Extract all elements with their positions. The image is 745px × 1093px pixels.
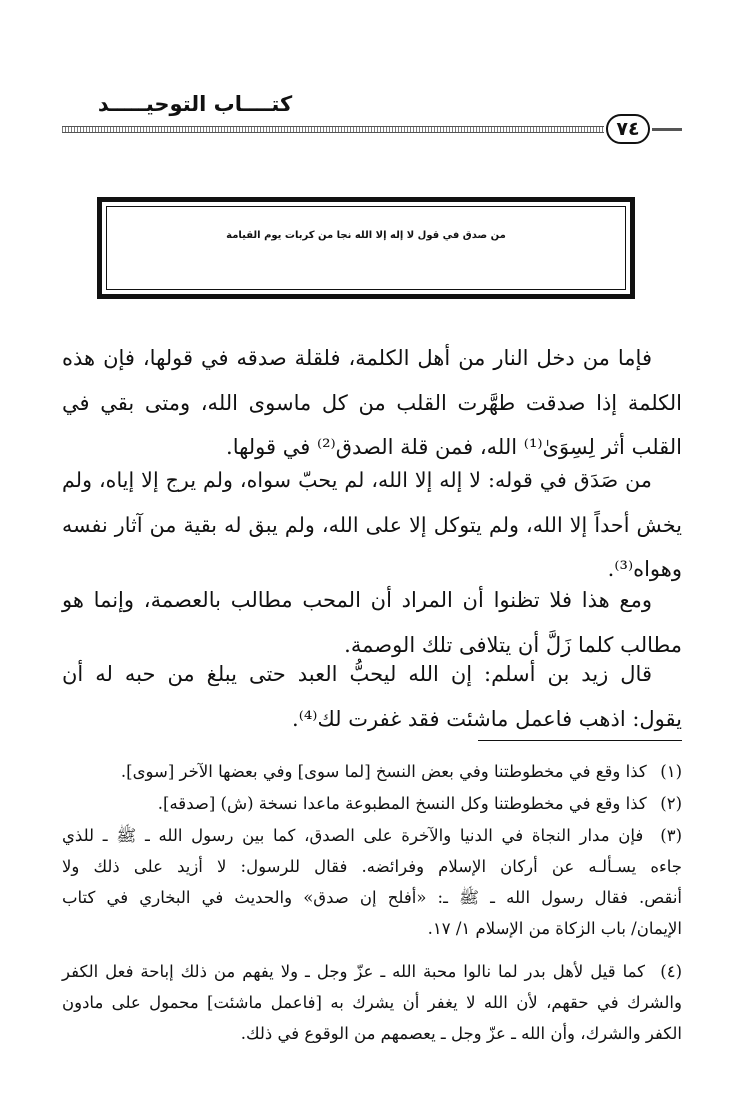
footnote-number: (١) — [660, 762, 682, 781]
running-header-title: كتــــاب التوحيـــــد — [97, 92, 293, 116]
footnote-line — [62, 820, 682, 851]
paragraph-line: يخش أحداً إلا الله، ولم يتوكل إلا على الله، ولم يبق له بقية من آثار نفسه — [62, 512, 682, 537]
paragraph-line: من صَدَق في قوله: لا إله إلا الله، لم يحبّ سواه، ولم يرج إلا إياه، ولم — [62, 468, 652, 492]
body-paragraph — [62, 458, 682, 592]
footnote-separator — [478, 740, 682, 741]
footnote-text: كذا وقع في مخطوطتنا وفي بعض النسخ [لما سوى] وفي بعضها الآخر [سوى]. — [120, 762, 647, 781]
footnote-line — [62, 788, 682, 819]
footnote-number: (٤) — [660, 962, 683, 981]
header-rule-end — [652, 128, 682, 131]
paragraph-line: قال زيد بن أسلم: إن الله ليحبُّ العبد حتى يبلغ من حبه له أن — [62, 662, 652, 686]
page-number: ٧٤ — [606, 114, 650, 144]
body-paragraph — [62, 336, 682, 470]
footnote — [62, 756, 682, 787]
footnote-line — [62, 756, 682, 787]
footnote — [62, 956, 682, 1049]
footnote — [62, 788, 682, 819]
body-paragraph — [62, 652, 682, 741]
footnote-line — [62, 956, 682, 987]
chapter-title: من صدق في قول لا إله إلا الله نجا من كربات يوم القيامة — [226, 230, 506, 241]
paragraph-line: القلب أثر لِسِوَىٰ⁽¹⁾ الله، فمن قلة الصدق⁽²⁾ في قولها. — [226, 435, 682, 459]
paragraph-line: يقول: اذهب فاعمل ماشئت فقد غفرت لك⁽⁴⁾. — [292, 706, 682, 731]
paragraph-line: مطالب كلما زَلَّ أن يتلافى تلك الوصمة. — [344, 632, 682, 657]
footnote-text: كذا وقع في مخطوطتنا وكل النسخ المطبوعة ماعدا نسخة (ش) [صدقه]. — [157, 794, 647, 813]
footnote-number: (٢) — [660, 794, 682, 813]
header-decorative-rule — [62, 126, 604, 133]
footnote-line: والشرك في حقهم، لأن الله لا يغفر أن يشرك به [فاعمل ماشئت] محمول على مادون — [62, 993, 682, 1012]
paragraph-line: وهواه⁽³⁾. — [607, 557, 682, 581]
footnote — [62, 820, 682, 944]
paragraph-line: فإما من دخل النار من أهل الكلمة، فلقلة صدقه في قولها، فإن هذه — [62, 346, 652, 370]
paragraph-line: ومع هذا فلا تظنوا أن المراد أن المحب مطالب بالعصمة، وإنما هو — [62, 588, 652, 612]
footnote-line: أنقص. فقال رسول الله ـ ﷺ ـ: «أفلح إن صدق» والحديث في البخاري في كتاب — [62, 888, 682, 907]
footnote-text: فإن مدار النجاة في الدنيا والآخرة على الصدق، كما بين رسول الله ـ ﷺ ـ للذي — [62, 826, 644, 845]
chapter-title-box — [97, 197, 635, 299]
footnote-line: جاءه يسـألـه عن أركان الإسلام وفرائضه. فقال للرسول: لا أزيد على ذلك ولا — [62, 857, 682, 876]
paragraph-line: الكلمة إذا صدقت طهَّرت القلب من كل ماسوى الله، ومتى بقي في — [62, 390, 682, 415]
footnote-text: كما قيل لأهل بدر لما نالوا محبة الله ـ عزّ وجل ـ ولا يفهم من ذلك إباحة فعل الكفر — [62, 962, 646, 981]
footnote-number: (٣) — [660, 826, 682, 845]
footnote-line: الكفر والشرك، وأن الله ـ عزّ وجل ـ يعصمهم من الوقوع في ذلك. — [240, 1024, 682, 1043]
footnote-line: الإيمان/ باب الزكاة من الإسلام ١/ ١٧. — [427, 919, 682, 938]
